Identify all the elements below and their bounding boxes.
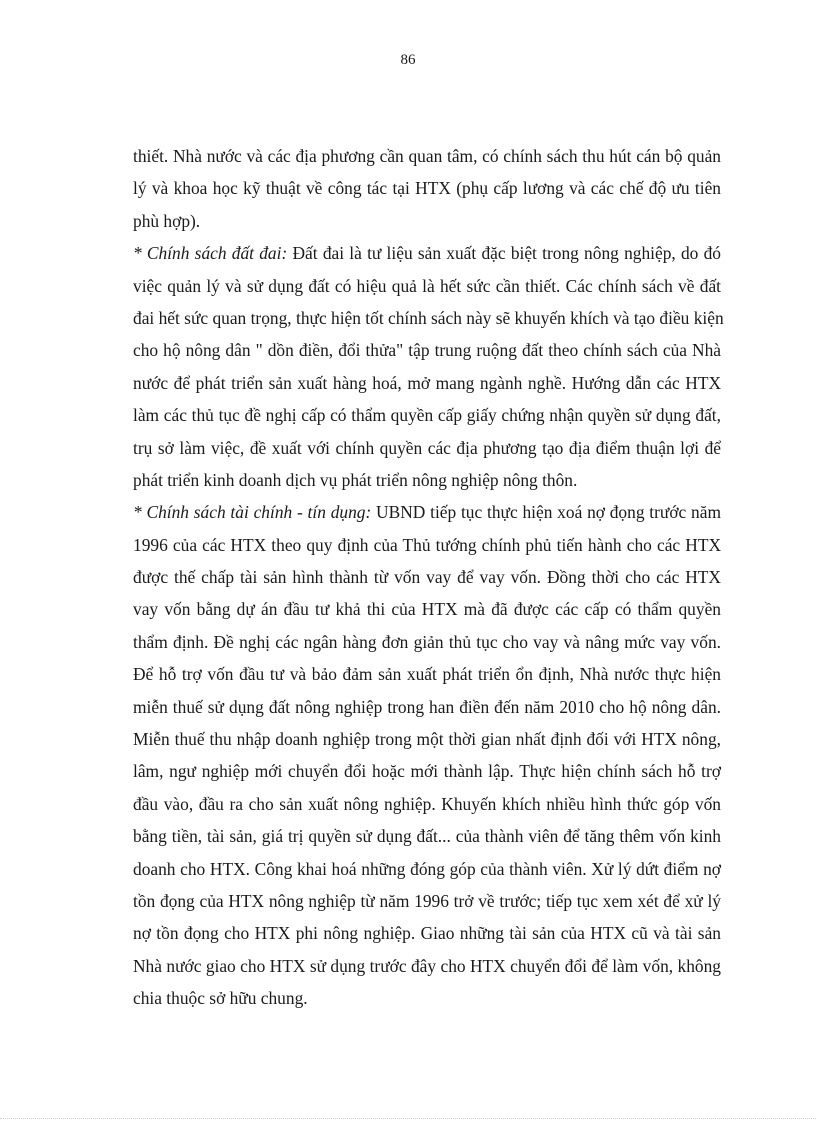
text-line (133, 755, 721, 787)
section-heading: * Chính sách tài chính - tín dụng: (133, 502, 372, 523)
text-line (133, 464, 721, 496)
text-line (133, 917, 721, 949)
text-line (133, 691, 721, 723)
line-text: nước để phát triển sản xuất hàng hoá, mở mang ngành nghề. Hướng dẫn các HTX (133, 372, 721, 393)
line-text: làm các thủ tục đề nghị cấp có thẩm quyền cấp giấy chứng nhận quyền sử dụng đất, (133, 405, 721, 426)
line-text: doanh cho HTX. Công khai hoá những đóng góp của thành viên. Xử lý dứt điểm nợ (133, 858, 721, 879)
paragraph (133, 496, 721, 1014)
text-line (133, 593, 721, 625)
paragraph (133, 237, 724, 496)
line-text: Để hỗ trợ vốn đầu tư và bảo đảm sản xuất phát triển ổn định, Nhà nước thực hiện (133, 664, 721, 685)
text-line (133, 432, 721, 464)
text-line (133, 788, 721, 820)
text-line (133, 205, 721, 237)
text-line (133, 561, 721, 593)
line-text: cho hộ nông dân " dồn điền, đổi thửa" tập trung ruộng đất theo chính sách của Nhà (133, 340, 721, 361)
page-bottom-edge (0, 1118, 816, 1119)
section-heading: * Chính sách đất đai: (133, 243, 288, 264)
text-line (133, 723, 721, 755)
line-text: thẩm định. Đề nghị các ngân hàng đơn giản thủ tục cho vay và nâng mức vay vốn. (133, 631, 721, 652)
line-text: nợ tồn đọng cho HTX phi nông nghiệp. Giao những tài sản của HTX cũ và tài sản (133, 923, 721, 944)
line-text: UBND tiếp tục thực hiện xoá nợ đọng trước năm (371, 502, 721, 523)
text-line (133, 885, 721, 917)
text-line (133, 982, 721, 1014)
line-text: thiết. Nhà nước và các địa phương cần quan tâm, có chính sách thu hút cán bộ quản (133, 146, 721, 166)
text-line (133, 334, 721, 366)
line-text: vay vốn bằng dự án đầu tư khả thi của HTX mà đã được các cấp có thẩm quyền (133, 599, 721, 620)
line-text: lý và khoa học kỹ thuật về công tác tại HTX (phụ cấp lương và các chế độ ưu tiên (133, 178, 721, 199)
text-line (133, 367, 721, 399)
line-text: miễn thuế sử dụng đất nông nghiệp trong han điền đến năm 2010 cho hộ nông dân. (133, 696, 721, 717)
text-line (133, 140, 721, 172)
text-line (133, 950, 721, 982)
line-text: trụ sở làm việc, đề xuất với chính quyền các địa phương tạo địa điểm thuận lợi để (133, 437, 721, 458)
line-text: đầu vào, đầu ra cho sản xuất nông nghiệp. Khuyến khích nhiều hình thức góp vốn (133, 793, 721, 814)
text-line (133, 529, 721, 561)
line-text: Nhà nước giao cho HTX sử dụng trước đây cho HTX chuyển đổi để làm vốn, không (133, 955, 721, 976)
text-line (133, 658, 721, 690)
text-line (133, 270, 721, 302)
line-text: Đất đai là tư liệu sản xuất đặc biệt trong nông nghiệp, do đó (287, 243, 721, 264)
line-text: phát triển kinh doanh dịch vụ phát triển nông nghiệp nông thôn. (133, 469, 578, 490)
line-text: 1996 của các HTX theo quy định của Thủ tướng chính phủ tiến hành cho các HTX (133, 534, 721, 555)
text-line (133, 853, 721, 885)
text-line (133, 496, 721, 528)
line-text: lâm, ngư nghiệp mới chuyển đổi hoặc mới thành lập. Thực hiện chính sách hỗ trợ (133, 761, 721, 782)
text-line (133, 172, 721, 204)
text-line (133, 237, 721, 269)
line-text: tồn đọng của HTX nông nghiệp từ năm 1996 trở về trước; tiếp tục xem xét để xử lý (133, 890, 721, 911)
paragraph (133, 140, 721, 237)
text-line (133, 302, 724, 334)
line-text: bằng tiền, tài sản, giá trị quyền sử dụng đất... của thành viên để tăng thêm vốn kinh (133, 826, 721, 847)
line-text: Miễn thuế thu nhập doanh nghiệp trong một thời gian nhất định đối với HTX nông, (133, 729, 721, 750)
text-line (133, 820, 721, 852)
line-text: đai hết sức quan trọng, thực hiện tốt chính sách này sẽ khuyến khích và tạo điều kiện (133, 307, 724, 328)
text-line (133, 626, 721, 658)
page-number: 86 (400, 52, 416, 68)
line-text: phù hợp). (133, 210, 201, 231)
document-body (133, 140, 724, 1015)
text-line (133, 399, 721, 431)
line-text: việc quản lý và sử dụng đất có hiệu quả là hết sức cần thiết. Các chính sách về đất (133, 275, 721, 296)
line-text: chia thuộc sở hữu chung. (133, 988, 308, 1009)
line-text: được thế chấp tài sản hình thành từ vốn vay để vay vốn. Đồng thời cho các HTX (133, 567, 721, 588)
